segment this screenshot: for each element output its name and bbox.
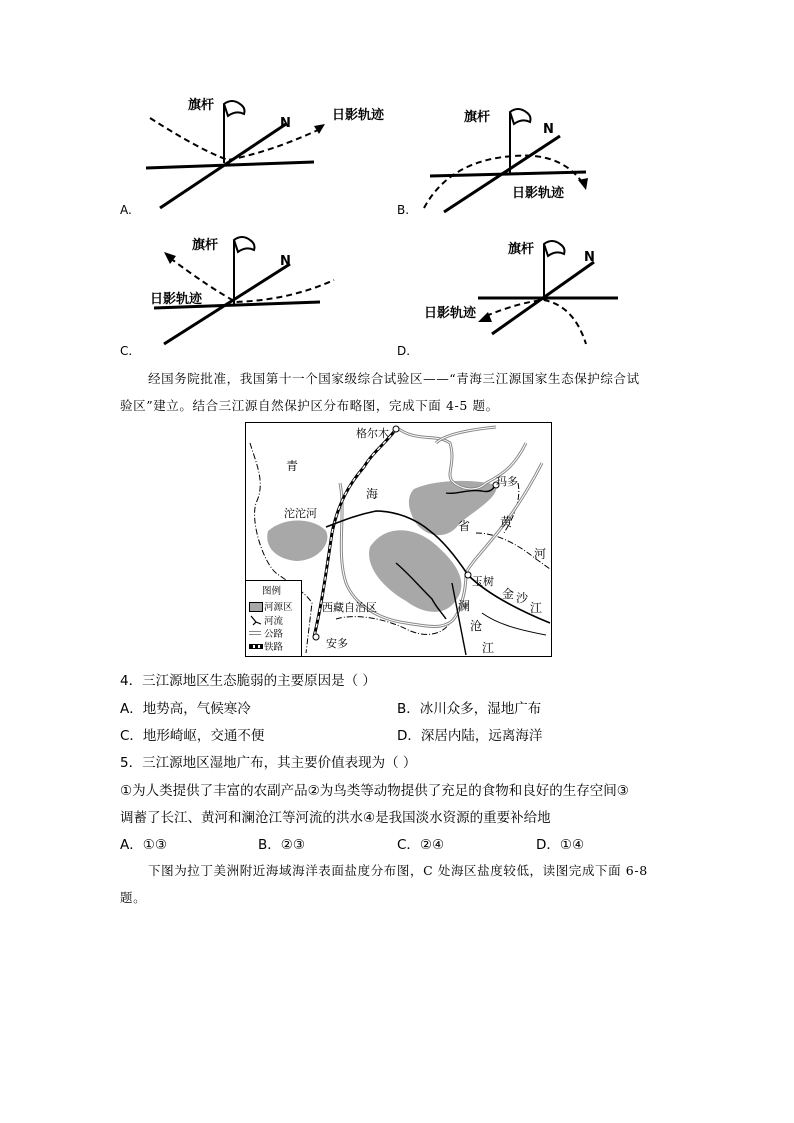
map-label-sheng: 省 <box>458 519 471 533</box>
flag-icon <box>544 241 565 256</box>
legend-item-highway: 公路 <box>264 629 284 640</box>
diagram-b <box>410 100 610 220</box>
map-label-yushu: 玉树 <box>472 575 494 588</box>
diagram-b-svg <box>410 100 610 220</box>
map-label-tibet: 西藏自治区 <box>322 601 377 614</box>
map-label-qing: 青 <box>286 459 299 473</box>
sun-shadow-track-label: 日影轨迹 <box>150 292 203 307</box>
question-4-stem: 4．三江源地区生态脆弱的主要原因是（ ） <box>120 673 376 689</box>
question-4-option-a[interactable]: A．地势高，气候寒冷 <box>120 701 251 717</box>
map-label-jiang-yangtze: 江 <box>530 601 543 615</box>
map-label-jin: 金 <box>502 587 515 601</box>
sun-shadow-track-label: 日影轨迹 <box>512 186 565 201</box>
source-region-yangtze <box>369 530 461 612</box>
sanjiangyuan-map <box>245 422 552 657</box>
question-4-option-c[interactable]: C．地形崎岖，交通不便 <box>120 728 265 744</box>
source-region-yellow <box>409 481 497 535</box>
option-letter-b: B. <box>397 203 410 217</box>
legend-swatch-river <box>249 614 263 626</box>
question-5-option-a[interactable]: A．①③ <box>120 837 167 853</box>
diagram-c <box>140 228 340 348</box>
legend-item-river: 河流 <box>264 616 284 627</box>
flag-icon <box>510 109 531 124</box>
map-label-huang: 黄 <box>500 515 513 529</box>
legend-title: 图例 <box>262 586 282 597</box>
map-label-golmud: 格尔木 <box>356 427 389 440</box>
source-region-tuotuo <box>267 520 327 561</box>
map-label-sha: 沙 <box>516 591 529 605</box>
map-label-anduo: 安多 <box>326 637 348 650</box>
diagram-d <box>420 232 630 352</box>
map-label-cang: 沧 <box>470 619 483 633</box>
map-legend <box>246 580 302 657</box>
question-5-stem: 5．三江源地区湿地广布，其主要价值表现为（ ） <box>120 755 417 771</box>
flag-label: 旗杆 <box>464 110 491 125</box>
intro2-paragraph-line2: 题。 <box>120 890 147 905</box>
flag-icon <box>234 237 255 252</box>
legend-item-source-region: 河源区 <box>264 602 293 613</box>
map-label-hai: 海 <box>366 487 379 501</box>
legend-item-railway: 铁路 <box>264 642 284 653</box>
flag-icon <box>224 101 245 116</box>
question-4-option-d[interactable]: D．深居内陆，远离海洋 <box>397 728 543 744</box>
north-label: N <box>280 254 291 269</box>
map-label-lan: 澜 <box>458 599 471 613</box>
option-letter-d: D. <box>397 344 411 358</box>
map-label-tuotuo-river: 沱沱河 <box>284 507 317 520</box>
north-label: N <box>543 122 554 137</box>
sun-shadow-track-label: 日影轨迹 <box>332 108 385 123</box>
question-5-option-c[interactable]: C．②④ <box>397 837 445 853</box>
option-letter-a: A. <box>120 203 132 217</box>
question-5-statement-line1: ①为人类提供了丰富的农副产品②为鸟类等动物提供了充足的食物和良好的生存空间③ <box>120 783 629 799</box>
option-letter-c: C. <box>120 344 133 358</box>
flag-label: 旗杆 <box>192 238 219 253</box>
question-5-statement-line2: 调蓄了长江、黄河和澜沧江等河流的洪水④是我国淡水资源的重要补给地 <box>120 810 551 826</box>
question-5-option-d[interactable]: D．①④ <box>536 837 585 853</box>
flag-label: 旗杆 <box>508 242 535 257</box>
legend-swatch-highway <box>249 631 261 635</box>
legend-swatch-source-region <box>249 602 263 612</box>
intro-paragraph-line2: 验区”建立。结合三江源自然保护区分布略图，完成下面 4-5 题。 <box>120 398 499 413</box>
north-label: N <box>280 116 291 131</box>
north-label: N <box>584 250 595 265</box>
question-4-option-b[interactable]: B．冰川众多，湿地广布 <box>397 701 542 717</box>
diagram-a <box>120 90 400 220</box>
question-5-option-b[interactable]: B．②③ <box>258 837 305 853</box>
map-label-maduo: 玛多 <box>496 475 518 488</box>
sun-shadow-track-label: 日影轨迹 <box>424 306 477 321</box>
map-label-he: 河 <box>534 547 547 561</box>
legend-swatch-railway <box>249 644 263 649</box>
intro-paragraph-line1: 经国务院批准，我国第十一个国家级综合试验区——“青海三江源国家生态保护综合试 <box>148 371 640 386</box>
flag-label: 旗杆 <box>188 98 215 113</box>
intro2-paragraph-line1: 下图为拉丁美洲附近海域海洋表面盐度分布图，C 处海区盐度较低，读图完成下面 6-8 <box>148 863 648 878</box>
map-label-jiang-lancang: 江 <box>482 641 495 655</box>
